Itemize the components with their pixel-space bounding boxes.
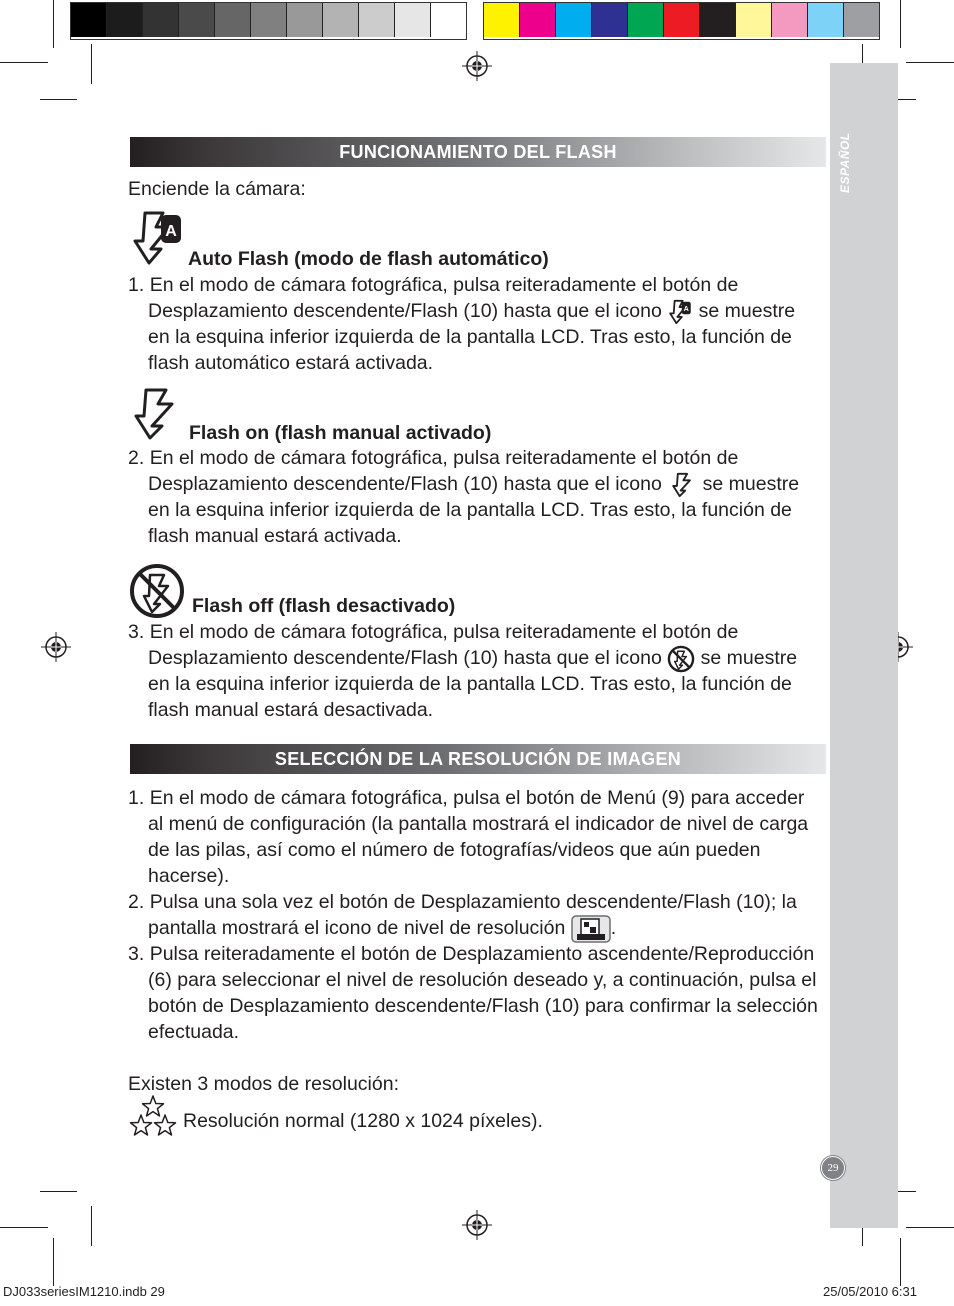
flash-on-step-line: en la esquina inferior izquierda de la pantalla LCD. Tras esto, la función de [148,499,792,521]
step-number: 2. [128,891,145,913]
color-calibration-strip-gray [70,2,467,40]
step-text: se muestre [700,647,798,670]
flash-off-heading: Flash off (flash desactivado) [192,595,456,617]
color-swatch [143,3,179,37]
step-text: En el modo de cámara fotográfica, pulsa reiteradamente el botón de [149,447,739,469]
section-title-resolution: SELECCIÓN DE LA RESOLUCIÓN DE IMAGEN [130,744,826,774]
color-swatch [772,3,808,37]
svg-text:A: A [683,304,690,313]
step-text: pantalla mostrará el icono de nivel de resolución [148,917,566,940]
step-number: 1. [128,274,145,296]
color-swatch [628,3,664,37]
step-text: En el modo de cámara fotográfica, pulsa el botón de Menú (9) para acceder [149,787,805,809]
three-stars-icon [129,1094,177,1138]
flash-on-icon [667,472,697,498]
color-swatch [484,3,520,37]
section-title-flash: FUNCIONAMIENTO DEL FLASH [130,137,826,167]
resolution-step-line: hacerse). [148,865,230,887]
flash-off-icon [667,645,695,673]
registration-mark-icon [462,1210,492,1240]
color-swatch [71,3,107,37]
resolution-step-1 [128,785,804,811]
color-swatch [556,3,592,37]
step-text: se muestre [698,300,796,322]
flash-off-step-line: en la esquina inferior izquierda de la pantalla LCD. Tras esto, la función de [148,673,792,695]
step-text: Pulsa una sola vez el botón de Desplazamiento descendente/Flash (10); la [149,891,797,913]
color-swatch [844,3,879,37]
crop-mark [40,1191,77,1192]
resolution-mode-normal: Resolución normal (1280 x 1024 píxeles). [183,1110,543,1132]
flash-off-step-line: flash manual estará desactivada. [148,699,434,721]
auto-flash-step-line: en la esquina inferior izquierda de la pantalla LCD. Tras esto, la función de [148,326,792,348]
resolution-step-3 [128,941,814,967]
auto-flash-icon [667,299,693,325]
flash-off-icon [128,562,186,620]
color-swatch [107,3,143,37]
flash-on-heading: Flash on (flash manual activado) [189,422,492,444]
color-swatch [251,3,287,37]
color-swatch [664,3,700,37]
page-number: 29 [821,1156,845,1180]
resolution-step-2 [128,889,797,915]
color-swatch [323,3,359,37]
flash-on-step [128,445,738,471]
color-swatch [215,3,251,37]
footer-date: 25/05/2010 6:31 [823,1284,917,1299]
color-swatch [592,3,628,37]
resolution-step-line: botón de Desplazamiento descendente/Flash (10) para confirmar la selección [148,995,818,1017]
crop-mark [53,1238,54,1286]
auto-flash-step [128,272,738,298]
language-label: ESPAÑOL [838,132,852,193]
crop-mark [0,62,48,63]
crop-mark [900,1238,901,1286]
auto-flash-step-line [148,298,795,325]
registration-mark-icon [41,632,71,662]
resolution-step-line: al menú de configuración (la pantalla mostrará el indicador de nivel de carga [148,813,809,835]
crop-mark [40,99,77,100]
crop-mark [91,44,92,84]
crop-mark [906,62,954,63]
registration-mark-icon [462,51,492,81]
step-text: . [610,917,617,940]
resolution-step-line: (6) para seleccionar el nivel de resolución deseado y, a continuación, pulsa el [148,969,817,991]
color-swatch [700,3,736,37]
resolution-step-line [148,915,616,943]
auto-flash-heading: Auto Flash (modo de flash automático) [188,248,549,270]
language-side-tab [830,63,898,1228]
resolution-modes-intro: Existen 3 modos de resolución: [128,1073,399,1095]
step-text: En el modo de cámara fotográfica, pulsa reiteradamente el botón de [149,274,739,296]
intro-text: Enciende la cámara: [128,178,306,200]
step-text: Desplazamiento descendente/Flash (10) hasta que el icono [148,300,662,322]
step-text: Desplazamiento descendente/Flash (10) hasta que el icono [148,647,662,670]
crop-mark [0,1227,48,1228]
step-text: En el modo de cámara fotográfica, pulsa reiteradamente el botón de [149,621,739,643]
color-swatch [431,3,466,37]
auto-flash-step-line: flash automático estará activada. [148,352,434,374]
resolution-level-icon [571,915,611,943]
flash-off-step [128,619,738,645]
svg-text:A: A [165,223,177,240]
auto-flash-icon [129,209,185,267]
resolution-step-line: de las pilas, así como el número de fotografías/videos que aún pueden [148,839,761,861]
color-swatch [736,3,772,37]
step-number: 1. [128,787,145,809]
flash-off-step-line [148,645,797,673]
footer-file-info: DJ033seriesIM1210.indb 29 [3,1284,165,1299]
color-swatch [359,3,395,37]
step-text: se muestre [702,473,800,495]
color-swatch [179,3,215,37]
flash-on-step-line [148,471,799,498]
crop-mark [900,0,901,48]
resolution-step-line: efectuada. [148,1021,240,1043]
flash-on-icon [130,386,180,442]
color-calibration-strip-color [483,2,880,40]
crop-mark [906,1227,954,1228]
color-swatch [287,3,323,37]
crop-mark [53,0,54,48]
step-number: 2. [128,447,145,469]
step-number: 3. [128,943,145,965]
color-swatch [808,3,844,37]
crop-mark [91,1206,92,1246]
color-swatch [520,3,556,37]
flash-on-step-line: flash manual estará activada. [148,525,402,547]
step-text: Desplazamiento descendente/Flash (10) hasta que el icono [148,473,662,495]
step-text: Pulsa reiteradamente el botón de Desplazamiento ascendente/Reproducción [149,943,815,965]
color-swatch [395,3,431,37]
step-number: 3. [128,621,145,643]
